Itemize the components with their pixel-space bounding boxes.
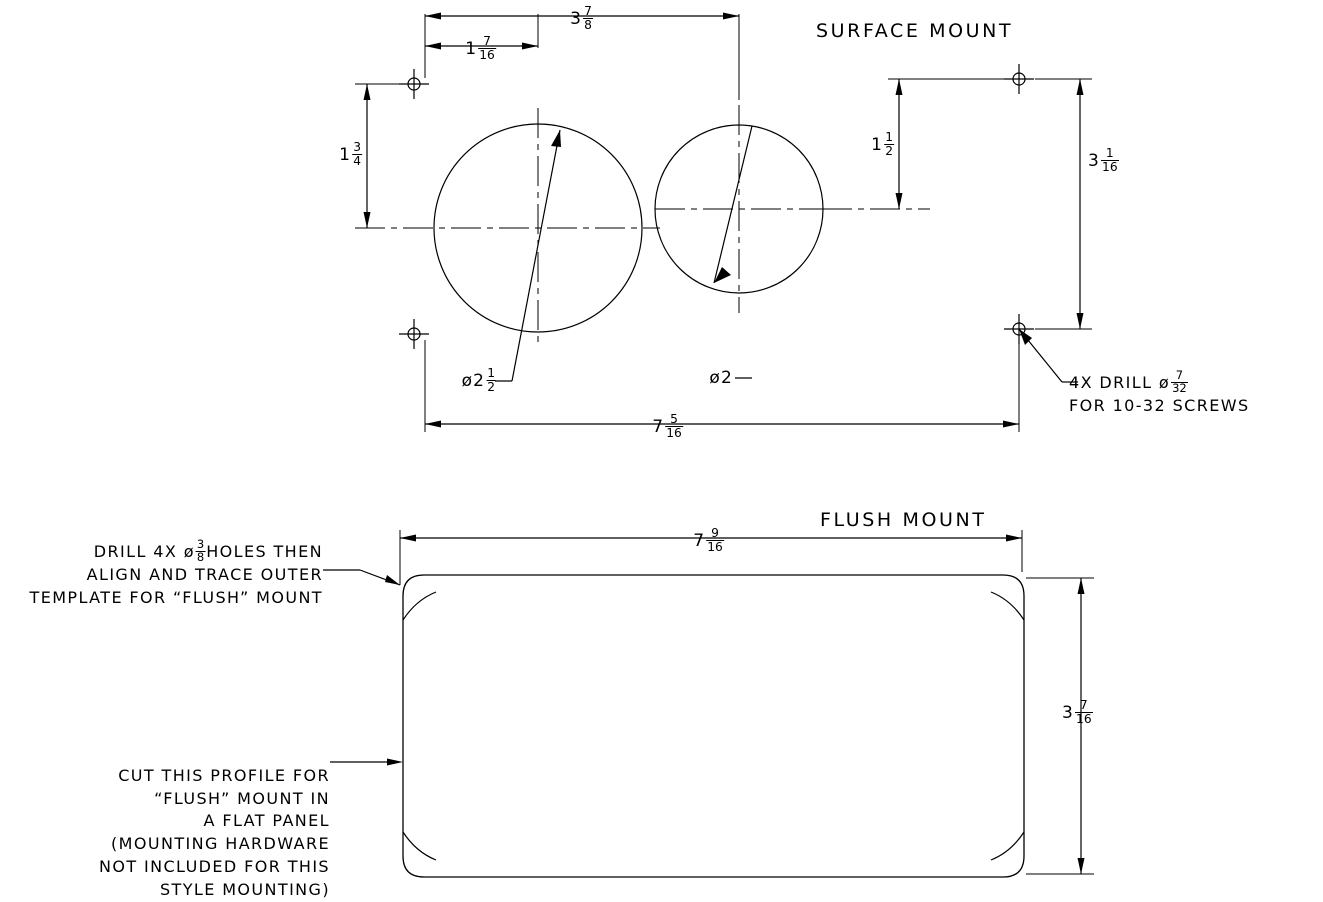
callout-large-hole-fraction: $\frac{1}{2}$: [487, 366, 495, 394]
dim-left-vertical: [339, 142, 363, 168]
note-drill-screws: [1069, 368, 1250, 418]
note-cut-profile: [99, 765, 330, 901]
note-drill-screws-line2: FOR 10-32 SCREWS: [1069, 396, 1250, 416]
dim-right-outer-vertical-whole: 3: [1088, 150, 1101, 171]
note-cut-profile-line6: STYLE MOUNTING): [160, 879, 330, 899]
dim-right-outer-vertical-fraction: $\frac{1}{16}$: [1102, 146, 1118, 174]
leader-cut-profile-note: [330, 759, 403, 766]
note-cut-profile-line1: CUT THIS PROFILE FOR: [118, 766, 330, 785]
note-drill-holes-line3: TEMPLATE FOR “FLUSH” MOUNT: [29, 588, 323, 608]
note-drill-holes-line1: DRILL 4X ø $\frac{3}{8}$ HOLES THEN: [93, 537, 323, 565]
note-cut-profile-line3: A FLAT PANEL: [203, 811, 330, 831]
dim-bottom-overall-fraction: $\frac{5}{16}$: [666, 412, 682, 440]
dim-top-left: [465, 36, 497, 62]
view-title-flush-mount: FLUSH MOUNT: [820, 509, 987, 531]
note-drill-holes-fraction: $\frac{3}{8}$: [196, 537, 205, 565]
dim-right-inner-vertical-fraction: $\frac{1}{2}$: [885, 130, 893, 158]
note-drill-screws-fraction: $\frac{7}{32}$: [1172, 368, 1187, 396]
note-drill-holes: [29, 537, 323, 610]
dim-top-left-whole: 1: [465, 38, 478, 59]
screw-hole-marks: [399, 64, 1034, 349]
flush-profile-corner-notches: [403, 592, 1024, 860]
dim-top-overall-whole: 3: [570, 8, 583, 29]
dim-right-inner-vertical: [871, 132, 895, 158]
leader-large-hole: [495, 130, 561, 381]
dim-top-left-fraction: $\frac{7}{16}$: [479, 34, 495, 62]
dim-flush-height-fraction: $\frac{7}{16}$: [1076, 698, 1092, 726]
callout-small-hole-text: ø2: [709, 368, 733, 388]
note-cut-profile-line5: NOT INCLUDED FOR THIS: [98, 856, 330, 876]
note-drill-screws-line1: 4X DRILL ø $\frac{7}{32}$: [1069, 368, 1187, 396]
leader-drill-holes-note: [323, 570, 400, 585]
view-title-surface-mount: SURFACE MOUNT: [816, 20, 1014, 42]
dim-flush-width-whole: 7: [693, 530, 706, 551]
dim-flush-height: [1062, 700, 1094, 726]
callout-small-hole: [709, 368, 733, 388]
callout-large-hole: [462, 368, 497, 394]
dimline-right-outer-vertical: [1035, 79, 1092, 329]
note-cut-profile-line2: “FLUSH” MOUNT IN: [154, 788, 330, 808]
note-drill-holes-line2: ALIGN AND TRACE OUTER: [86, 565, 323, 585]
callout-large-hole-prefix: ø2: [461, 370, 486, 391]
dim-left-vertical-whole: 1: [339, 144, 352, 165]
dim-left-vertical-fraction: $\frac{3}{4}$: [353, 140, 361, 168]
dim-flush-width-fraction: $\frac{9}{16}$: [707, 526, 723, 554]
dim-bottom-overall-whole: 7: [652, 416, 665, 437]
dim-flush-width: [693, 528, 725, 554]
dim-right-inner-vertical-whole: 1: [871, 134, 884, 155]
dim-flush-height-whole: 3: [1062, 702, 1075, 723]
dimline-flush-height: [1026, 578, 1094, 874]
flush-profile-outline: [403, 575, 1024, 877]
dim-right-outer-vertical: [1088, 148, 1120, 174]
dim-bottom-overall: [652, 414, 684, 440]
dim-top-overall-fraction: $\frac{7}{8}$: [584, 4, 592, 32]
note-cut-profile-line4: (MOUNTING HARDWARE: [111, 834, 330, 854]
dimline-right-inner-vertical: [822, 79, 1005, 209]
dim-top-overall: [570, 6, 594, 32]
leader-small-hole: [714, 126, 752, 283]
